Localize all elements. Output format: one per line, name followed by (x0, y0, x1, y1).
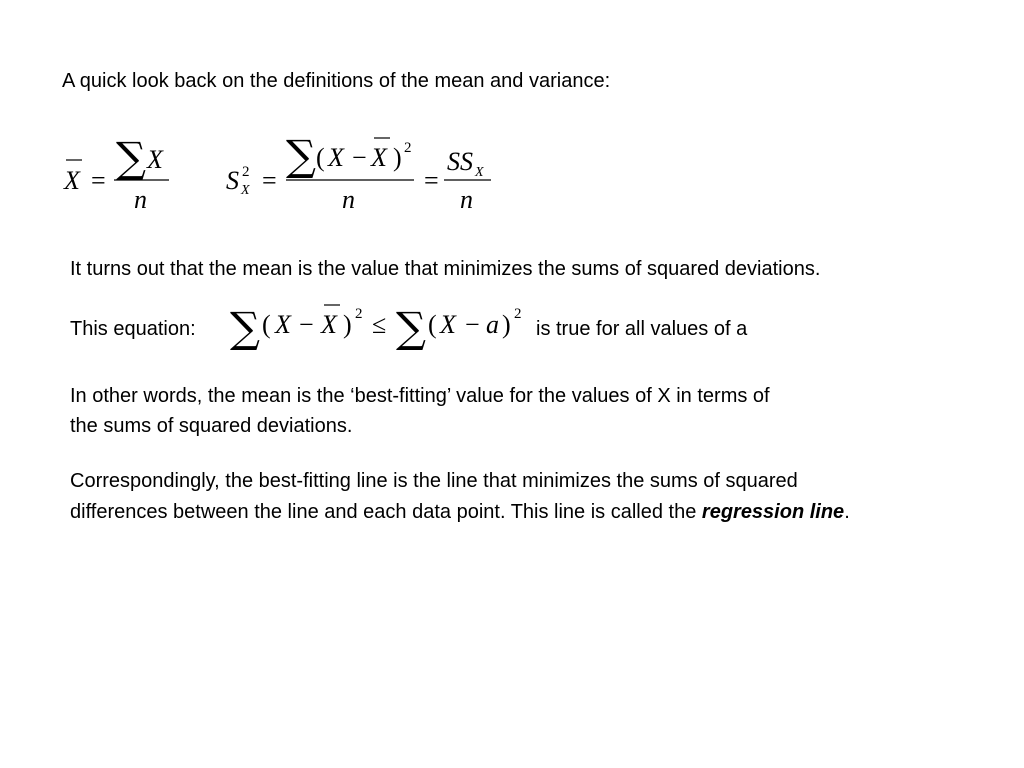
inequality-left-paren-2: ( (428, 310, 437, 339)
inequality-leq: ≤ (372, 310, 387, 339)
inequality-minus-2: − (465, 310, 480, 339)
intro-text: A quick look back on the definitions of the mean and variance: (62, 70, 611, 92)
minimizes-text: It turns out that the mean is the value that minimizes the sums of squared deviations. (70, 258, 821, 280)
inequality-x-2: X (440, 310, 456, 339)
variance-equals-2: = (424, 166, 439, 195)
inequality-minus-1: − (299, 310, 314, 339)
variance-s: S (226, 166, 239, 195)
variance-ss-denominator-n: n (460, 185, 473, 214)
mean-denominator-n: n (134, 185, 147, 214)
variance-left-paren: ( (316, 143, 325, 172)
variance-sum-sign: ∑ (286, 131, 316, 180)
inequality-right-paren-2: ) (502, 310, 511, 339)
variance-s-subscript: X (241, 183, 250, 198)
variance-x: X (328, 143, 344, 172)
regression-line-1: Correspondingly, the best-fitting line is the line that minimizes the sums of squared (70, 470, 798, 492)
variance-ss: SS (447, 147, 473, 176)
regression-line-term: regression line (701, 501, 845, 523)
best-fitting-line-1: In other words, the mean is the ‘best-fitting’ value for the values of X in terms of (70, 385, 770, 407)
variance-right-paren: ) (393, 143, 402, 172)
inequality-x-1: X (275, 310, 291, 339)
variance-exponent: 2 (404, 140, 412, 156)
inequality-exponent-2: 2 (514, 306, 522, 322)
variance-ss-subscript: X (475, 165, 484, 180)
inequality-xbar: X (321, 310, 337, 339)
regression-line-period: . (844, 501, 850, 523)
inequality-sum-sign-1: ∑ (230, 303, 260, 352)
regression-line-2-text: differences between the line and each data point. This line is called the (70, 501, 702, 523)
regression-line-2 (70, 497, 850, 527)
inequality-right-paren-1: ) (343, 310, 352, 339)
equation-suffix: is true for all values of a (536, 318, 748, 340)
variance-s-exponent: 2 (242, 164, 250, 180)
inequality-sum-sign-2: ∑ (396, 303, 426, 352)
inequality-exponent-1: 2 (355, 306, 363, 322)
equation-prefix: This equation: (70, 318, 196, 340)
variance-equals-1: = (262, 166, 277, 195)
inequality-left-paren-1: ( (262, 310, 271, 339)
best-fitting-line-2: the sums of squared deviations. (70, 415, 353, 437)
mean-xbar: X (64, 166, 80, 195)
variance-minus: − (352, 143, 367, 172)
variance-xbar: X (371, 143, 387, 172)
mean-equals: = (91, 166, 106, 195)
variance-denominator-n: n (342, 185, 355, 214)
mean-sum-sign: ∑ (116, 133, 146, 182)
inequality-a: a (486, 310, 499, 339)
mean-numerator-x: X (147, 145, 163, 174)
